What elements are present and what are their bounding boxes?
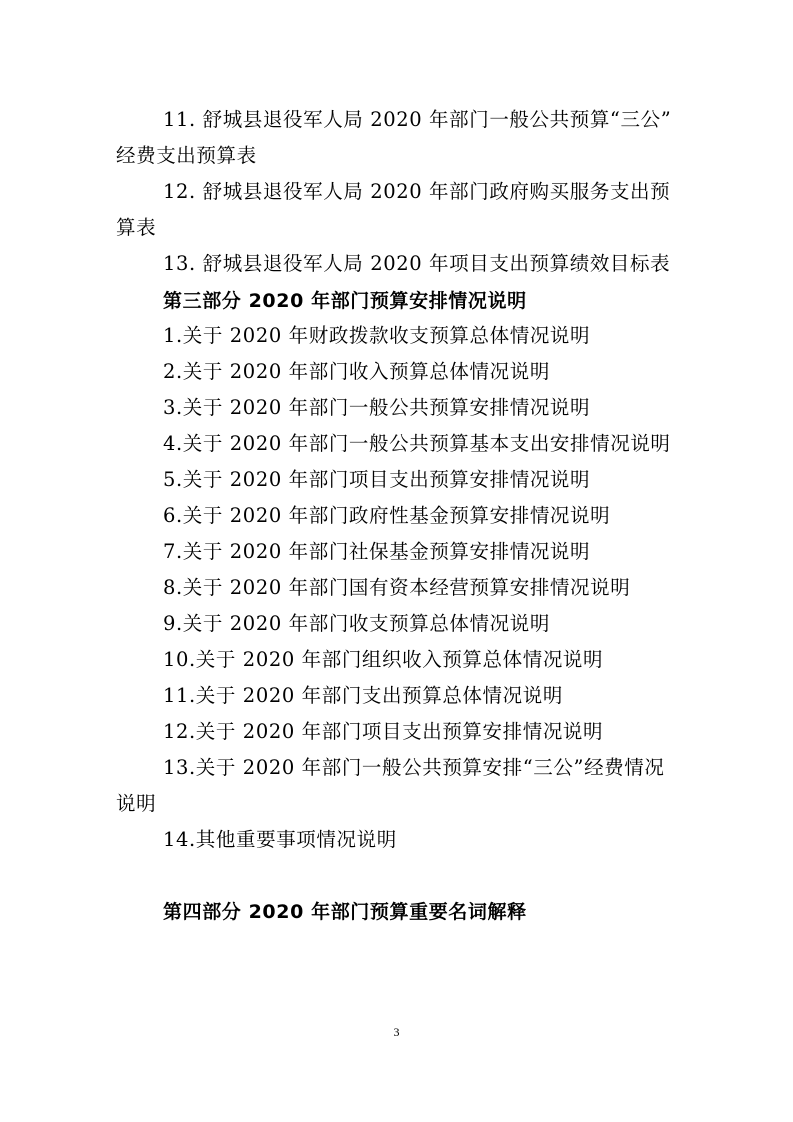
list-item-continuation: 经费支出预算表	[116, 144, 257, 167]
list-item: 7.关于 2020 年部门社保基金预算安排情况说明	[163, 540, 591, 563]
list-item: 12.关于 2020 年部门项目支出预算安排情况说明	[163, 720, 604, 743]
list-item: 6.关于 2020 年部门政府性基金预算安排情况说明	[163, 504, 611, 527]
list-item: 11. 舒城县退役军人局 2020 年部门一般公共预算“三公”	[163, 108, 672, 131]
list-item: 10.关于 2020 年部门组织收入预算总体情况说明	[163, 648, 604, 671]
list-item: 13. 舒城县退役军人局 2020 年项目支出预算绩效目标表	[163, 252, 671, 275]
list-item-continuation: 算表	[116, 216, 157, 239]
list-item-continuation: 说明	[116, 792, 157, 815]
list-item: 11.关于 2020 年部门支出预算总体情况说明	[163, 684, 563, 707]
list-item: 9.关于 2020 年部门收支预算总体情况说明	[163, 612, 550, 635]
page-number: 3	[393, 1025, 400, 1039]
list-item: 1.关于 2020 年财政拨款收支预算总体情况说明	[163, 324, 591, 347]
list-item: 8.关于 2020 年部门国有资本经营预算安排情况说明	[163, 576, 631, 599]
list-item: 12. 舒城县退役军人局 2020 年部门政府购买服务支出预	[163, 180, 671, 203]
list-item: 13.关于 2020 年部门一般公共预算安排“三公”经费情况	[163, 756, 665, 779]
list-item: 4.关于 2020 年部门一般公共预算基本支出安排情况说明	[163, 432, 671, 455]
list-item: 14.其他重要事项情况说明	[163, 828, 397, 851]
section-heading: 第四部分 2020 年部门预算重要名词解释	[163, 901, 527, 923]
list-item: 2.关于 2020 年部门收入预算总体情况说明	[163, 360, 550, 383]
list-item: 5.关于 2020 年部门项目支出预算安排情况说明	[163, 468, 591, 491]
section-heading: 第三部分 2020 年部门预算安排情况说明	[163, 290, 527, 312]
list-item: 3.关于 2020 年部门一般公共预算安排情况说明	[163, 396, 591, 419]
